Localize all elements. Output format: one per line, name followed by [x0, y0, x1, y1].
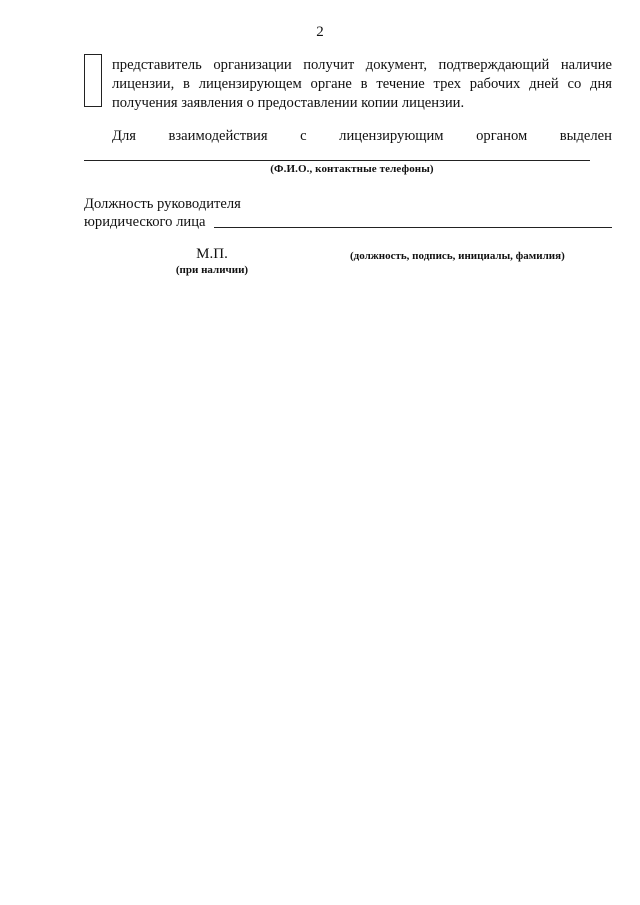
signature-caption: (должность, подпись, инициалы, фамилия) — [350, 250, 565, 262]
interaction-word: лицензирующим — [339, 128, 444, 144]
signature-fill-line[interactable] — [214, 227, 612, 228]
contact-fill-line[interactable] — [84, 160, 590, 161]
checkbox-text-line: лицензии, в лицензирующем органе в течение трех рабочих дней со дня — [112, 76, 612, 92]
interaction-word: Для — [112, 128, 136, 144]
interaction-word: органом — [476, 128, 528, 144]
option-checkbox[interactable] — [84, 54, 102, 107]
interaction-word: взаимодействия — [168, 128, 268, 144]
interaction-word: выделен — [559, 128, 612, 144]
stamp-label: М.П. — [196, 246, 228, 262]
interaction-word: с — [300, 128, 307, 144]
position-label — [84, 195, 241, 231]
checkbox-text-line: представитель организации получит документ, подтверждающий наличие — [112, 57, 612, 73]
contact-caption: (Ф.И.О., контактные телефоны) — [270, 163, 434, 175]
interaction-statement — [112, 128, 612, 145]
stamp-note: (при наличии) — [175, 264, 249, 276]
checkbox-text-line: получения заявления о предоставлении копии лицензии. — [112, 95, 465, 111]
checkbox-option-text — [112, 56, 612, 113]
position-label-line1: Должность руководителя — [84, 196, 241, 212]
page-number: 2 — [316, 24, 324, 40]
position-label-line2: юридического лица — [84, 214, 206, 230]
